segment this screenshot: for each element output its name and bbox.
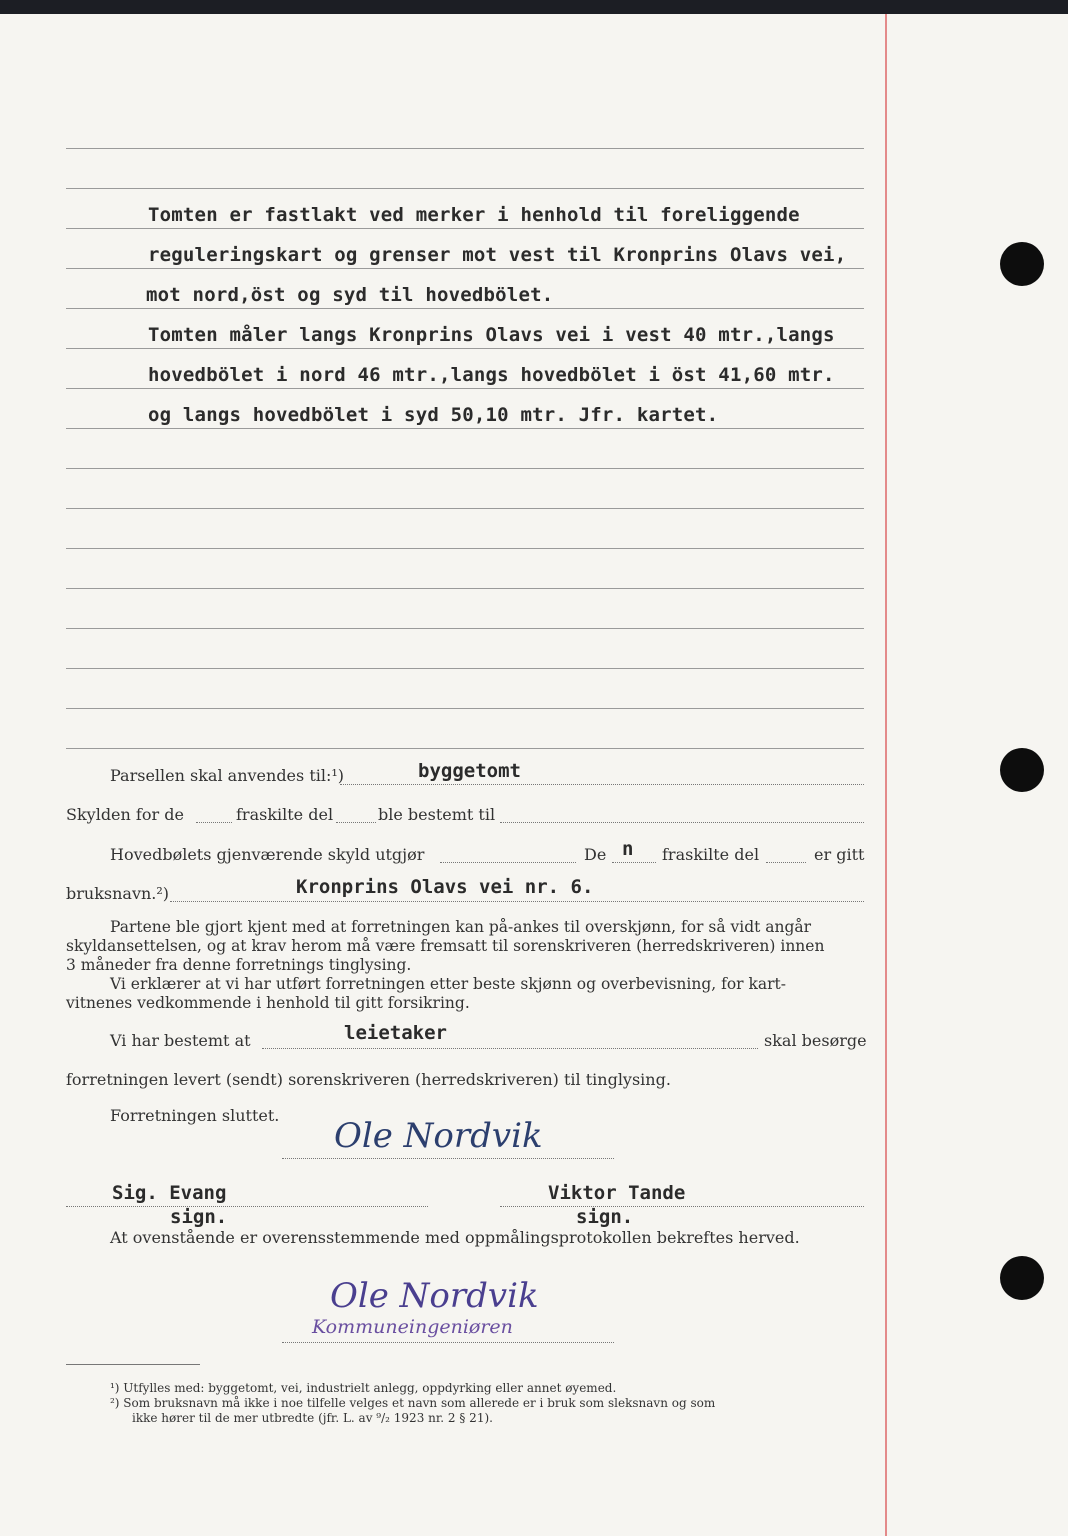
- typed-line: og langs hovedbölet i syd 50,10 mtr. Jfr. kartet.: [148, 404, 719, 426]
- margin-line: [885, 14, 887, 1536]
- signature-line: [282, 1342, 614, 1343]
- footnote-1: ¹) Utfylles med: byggetomt, vei, industrielt anlegg, oppdyrking eller annet øyemed.: [110, 1381, 617, 1395]
- ruled-line: [66, 628, 864, 629]
- besorge-label: skal besørge: [764, 1031, 867, 1050]
- scan-top-edge: [0, 0, 1068, 14]
- bruksnavn-value: Kronprins Olavs vei nr. 6.: [296, 876, 594, 898]
- bestemt-label: Vi har bestemt at: [110, 1031, 251, 1050]
- dotted-line: [500, 822, 864, 823]
- typed-line: hovedbölet i nord 46 mtr.,langs hovedbölet i öst 41,60 mtr.: [148, 364, 835, 386]
- typed-line: Tomten er fastlakt ved merker i henhold til foreliggende: [148, 204, 800, 226]
- ruled-line: [66, 228, 864, 229]
- right-witness-sign: sign.: [576, 1206, 634, 1228]
- typed-line: reguleringskart og grenser mot vest til Kronprins Olavs vei,: [148, 244, 847, 266]
- levert-text: forretningen levert (sendt) sorenskriveren (herredskriveren) til tinglysing.: [66, 1070, 671, 1089]
- bruksnavn-label: bruksnavn.²): [66, 884, 170, 903]
- ruled-line: [66, 748, 864, 749]
- kommuneingenior-stamp: Kommuneingeniøren: [312, 1316, 513, 1338]
- signature-line: [282, 1158, 614, 1159]
- punch-hole-icon: [1000, 242, 1044, 286]
- footnote-2: ²) Som bruksnavn må ikke i noe tilfelle velges et navn som allerede er i bruk som sleksnavn og som: [110, 1396, 716, 1410]
- ruled-line: [66, 188, 864, 189]
- ruled-line: [66, 308, 864, 309]
- parsellen-label: Parsellen skal anvendes til:¹): [110, 766, 345, 785]
- er-gitt-label: er gitt: [814, 845, 865, 864]
- dotted-line: [262, 1048, 758, 1049]
- erklaerer-line: Vi erklærer at vi har utført forretningen etter beste skjønn og overbevisning, for kart-: [110, 975, 787, 993]
- skylden-label: Skylden for de: [66, 805, 184, 824]
- ruled-line: [66, 668, 864, 669]
- skylden-middle-label: fraskilte del: [236, 805, 334, 824]
- parsellen-value: byggetomt: [418, 760, 521, 782]
- de-label: De: [584, 845, 607, 864]
- ruled-line: [66, 348, 864, 349]
- bestemt-value: leietaker: [344, 1022, 447, 1044]
- dotted-line: [766, 862, 806, 863]
- partene-line: Partene ble gjort kjent med at forretningen kan på-ankes til overskjønn, for så vidt angår: [110, 918, 812, 936]
- ruled-line: [66, 508, 864, 509]
- ruled-line: [66, 588, 864, 589]
- sluttet-text: Forretningen sluttet.: [110, 1106, 280, 1125]
- ruled-line: [66, 268, 864, 269]
- dotted-line: [340, 784, 864, 785]
- de-value: n: [622, 838, 634, 860]
- left-witness-name: Sig. Evang: [112, 1182, 227, 1204]
- ruled-line: [66, 708, 864, 709]
- ruled-line: [66, 148, 864, 149]
- main-signature: Ole Nordvik: [334, 1116, 543, 1156]
- ruled-line: [66, 388, 864, 389]
- attest-text: At ovenstående er overensstemmende med oppmålingsprotokollen bekreftes herved.: [110, 1228, 800, 1247]
- fraskilte-label: fraskilte del: [662, 845, 760, 864]
- typed-line: Tomten måler langs Kronprins Olavs vei i vest 40 mtr.,langs: [148, 324, 835, 346]
- signature-line: [66, 1206, 428, 1207]
- hovedbolet-label: Hovedbølets gjenværende skyld utgjør: [110, 845, 425, 864]
- partene-line: skyldansettelsen, og at krav herom må være fremsatt til sorenskriveren (herredskriveren) innen: [66, 937, 825, 955]
- footnote-2-cont: ikke hører til de mer utbredte (jfr. L. av ⁹/₂ 1923 nr. 2 § 21).: [132, 1411, 493, 1425]
- ruled-line: [66, 468, 864, 469]
- punch-hole-icon: [1000, 1256, 1044, 1300]
- signature-line: [500, 1206, 864, 1207]
- partene-line: 3 måneder fra denne forretnings tinglysing.: [66, 956, 412, 974]
- ruled-line: [66, 428, 864, 429]
- erklaerer-line: vitnenes vedkommende i henhold til gitt forsikring.: [66, 994, 470, 1012]
- right-witness-name: Viktor Tande: [548, 1182, 686, 1204]
- dotted-line: [170, 901, 864, 902]
- attest-signature: Ole Nordvik: [330, 1276, 539, 1316]
- skylden-suffix-label: ble bestemt til: [378, 805, 496, 824]
- punch-hole-icon: [1000, 748, 1044, 792]
- dotted-line: [336, 822, 376, 823]
- dotted-line: [196, 822, 232, 823]
- dotted-line: [440, 862, 576, 863]
- typed-line: mot nord,öst og syd til hovedbölet.: [146, 284, 554, 306]
- left-witness-sign: sign.: [170, 1206, 228, 1228]
- footnote-rule: [66, 1364, 200, 1365]
- ruled-line: [66, 548, 864, 549]
- dotted-line: [612, 862, 656, 863]
